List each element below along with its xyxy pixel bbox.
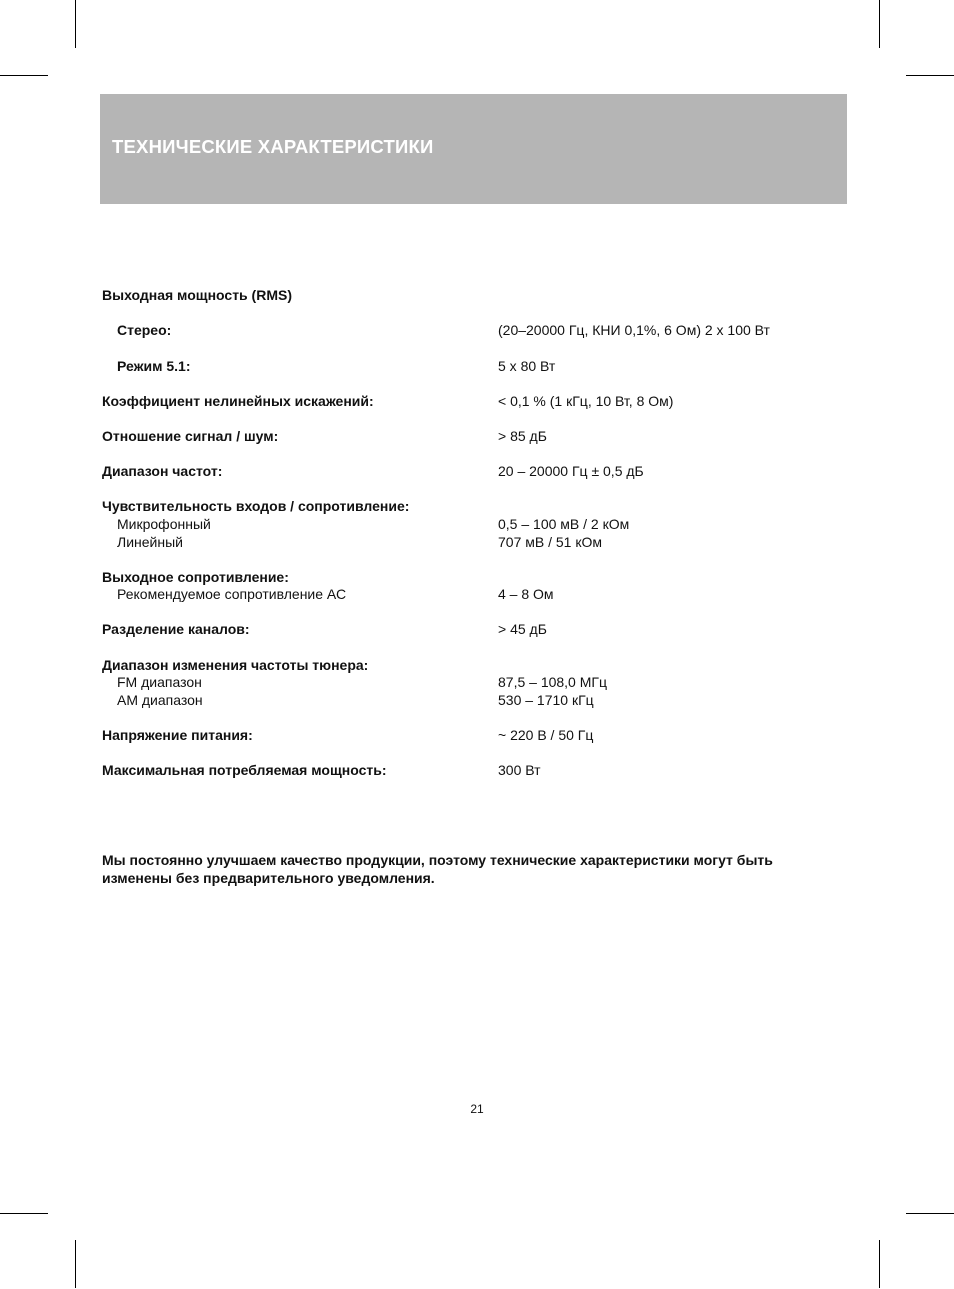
spec-sublabel: Рекомендуемое сопротивление АС [117, 586, 347, 602]
spec-value: 5 x 80 Вт [498, 358, 556, 374]
spec-value: 4 – 8 Ом [498, 586, 554, 602]
spec-label: Диапазон изменения частоты тюнера: [102, 657, 369, 673]
spec-label: Максимальная потребляемая мощность: [102, 762, 387, 778]
spec-row-sensitivity-line [102, 534, 822, 552]
disclaimer-note: Мы постоянно улучшаем качество продукции, поэтому технические характеристики могут быть изменены без предварительного уведомления. [102, 852, 773, 886]
spec-label: Диапазон частот: [102, 463, 223, 479]
crop-mark-top-right-vertical [879, 0, 880, 48]
spec-row-output-power [102, 287, 822, 305]
spec-sublabel: Микрофонный [117, 516, 211, 532]
spec-row-sensitivity [102, 498, 822, 516]
spec-label: Стерео: [117, 322, 172, 338]
crop-mark-top-right-horizontal [906, 75, 954, 76]
spec-row-channel-separation [102, 621, 822, 639]
spec-row-mode-5-1 [102, 358, 822, 376]
spec-value: (20–20000 Гц, КНИ 0,1%, 6 Ом) 2 x 100 Вт [498, 322, 770, 338]
spec-row-sensitivity-mic [102, 516, 822, 534]
spec-value: 300 Вт [498, 762, 541, 778]
spec-value: ~ 220 В / 50 Гц [498, 727, 594, 743]
crop-mark-bottom-left-vertical [75, 1240, 76, 1288]
spec-row-tuner-range [102, 657, 822, 675]
spec-label: Напряжение питания: [102, 727, 253, 743]
spec-row-speaker-impedance [102, 586, 822, 604]
crop-mark-top-left-horizontal [0, 75, 48, 76]
spec-label: Отношение сигнал / шум: [102, 428, 279, 444]
spec-row-tuner-am [102, 692, 822, 710]
spec-label: Коэффициент нелинейных искажений: [102, 393, 374, 409]
section-title: ТЕХНИЧЕСКИЕ ХАРАКТЕРИСТИКИ [112, 136, 434, 157]
spec-row-power-supply [102, 727, 822, 745]
spec-value: 707 мВ / 51 кОм [498, 534, 602, 550]
crop-mark-bottom-right-vertical [879, 1240, 880, 1288]
spec-label: Чувствительность входов / сопротивление: [102, 498, 410, 514]
spec-value: < 0,1 % (1 кГц, 10 Вт, 8 Ом) [498, 393, 674, 409]
spec-row-stereo [102, 322, 822, 340]
crop-mark-top-left-vertical [75, 0, 76, 48]
section-header-band [100, 94, 847, 204]
spec-value: 87,5 – 108,0 МГц [498, 674, 607, 690]
spec-value: 530 – 1710 кГц [498, 692, 594, 708]
spec-row-frequency-range [102, 463, 822, 481]
spec-row-output-impedance [102, 569, 822, 587]
spec-value: > 45 дБ [498, 621, 547, 637]
spec-label: Выходное сопротивление: [102, 569, 289, 585]
crop-mark-bottom-right-horizontal [906, 1213, 954, 1214]
crop-mark-bottom-left-horizontal [0, 1213, 48, 1214]
spec-label: Режим 5.1: [117, 358, 191, 374]
spec-value: > 85 дБ [498, 428, 547, 444]
spec-label: Выходная мощность (RMS) [102, 287, 292, 303]
spec-sublabel: Линейный [117, 534, 183, 550]
spec-row-max-power [102, 762, 822, 780]
spec-row-thd [102, 393, 822, 411]
spec-value: 20 – 20000 Гц ± 0,5 дБ [498, 463, 644, 479]
spec-value: 0,5 – 100 мВ / 2 кОм [498, 516, 630, 532]
spec-sublabel: FM диапазон [117, 674, 202, 690]
page-number: 21 [470, 1102, 484, 1116]
spec-row-snr [102, 428, 822, 446]
spec-label: Разделение каналов: [102, 621, 250, 637]
spec-sublabel: АМ диапазон [117, 692, 203, 708]
spec-row-tuner-fm [102, 674, 822, 692]
